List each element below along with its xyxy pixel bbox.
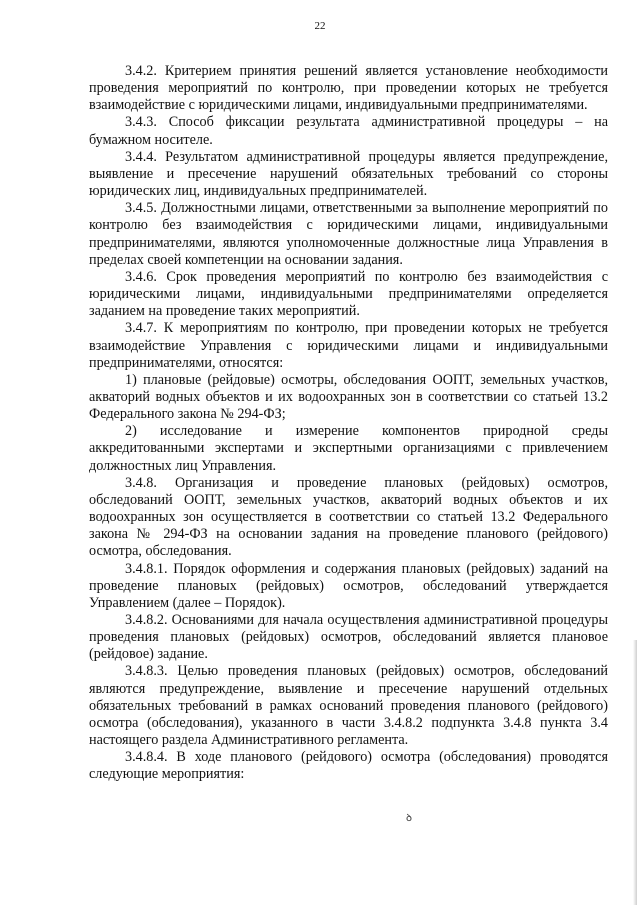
paragraph-3-4-8-2: 3.4.8.2. Основаниями для начала осуществления административной процедуры проведения плановых (рейдовых) осмотров, обследований является плановое (рейдовое) задание. [89, 612, 608, 663]
paragraph-3-4-8: 3.4.8. Организация и проведение плановых (рейдовых) осмотров, обследований ООПТ, земельных участков, акваторий водных объектов и их водоохранных зон осуществляется в соответствии со статьей 13.2 Федерального закона № 294-ФЗ на основании задания на проведение планового (рейдового) осмотра, обследования. [89, 474, 608, 560]
paragraph-3-4-8-4: 3.4.8.4. В ходе планового (рейдового) осмотра (обследования) проводятся следующие мероприятия: [89, 749, 608, 783]
list-item-2: 2) исследование и измерение компонентов природной среды аккредитованными экспертами и экспертными организациями с привлечением должностных лиц Управления. [89, 423, 608, 474]
paragraph-3-4-3: 3.4.3. Способ фиксации результата административной процедуры – на бумажном носителе. [89, 114, 608, 148]
stray-ink-mark: ꝺ [406, 813, 412, 824]
paragraph-3-4-4: 3.4.4. Результатом административной процедуры является предупреждение, выявление и пресечение нарушений обязательных требований со стороны юридических лиц, индивидуальных предпринимателей. [89, 148, 608, 200]
paragraph-3-4-5: 3.4.5. Должностными лицами, ответственными за выполнение мероприятий по контролю без взаимодействия с юридическими лицами, индивидуальными предпринимателями, являются уполномоченные должностные лица Управления в пределах своей компетенции на основании задания. [89, 200, 608, 268]
scan-edge-shadow [633, 640, 637, 905]
document-body [89, 63, 608, 784]
list-item-1: 1) плановые (рейдовые) осмотры, обследования ООПТ, земельных участков, акваторий водных объектов и их водоохранных зон в соответствии со статьей 13.2 Федерального закона № 294-ФЗ; [89, 371, 608, 423]
paragraph-3-4-8-3: 3.4.8.3. Целью проведения плановых (рейдовых) осмотров, обследований являются предупреждение, выявление и пресечение нарушений отдельных обязательных требований в рамках оснований проведения планового (рейдового) осмотра (обследования), указанного в части 3.4.8.2 подпункта 3.4.8 пункта 3.4 настоящего раздела Административного регламента. [89, 663, 608, 749]
paragraph-3-4-7: 3.4.7. К мероприятиям по контролю, при проведении которых не требуется взаимодействие Управления с юридическими лицами и индивидуальными предпринимателями, относятся: [89, 320, 608, 371]
page-number: 22 [314, 20, 326, 32]
paragraph-3-4-6: 3.4.6. Срок проведения мероприятий по контролю без взаимодействия с юридическими лицами, индивидуальными предпринимателями определяется заданием на проведение таких мероприятий. [89, 268, 608, 320]
paragraph-3-4-8-1: 3.4.8.1. Порядок оформления и содержания плановых (рейдовых) заданий на проведение плановых (рейдовых) осмотров, обследований утверждается Управлением (далее – Порядок). [89, 560, 608, 611]
paragraph-3-4-2: 3.4.2. Критерием принятия решений является установление необходимости проведения мероприятий по контролю, при проведении которых не требуется взаимодействие с юридическими лицами, индивидуальными предпринимателями. [89, 63, 608, 114]
